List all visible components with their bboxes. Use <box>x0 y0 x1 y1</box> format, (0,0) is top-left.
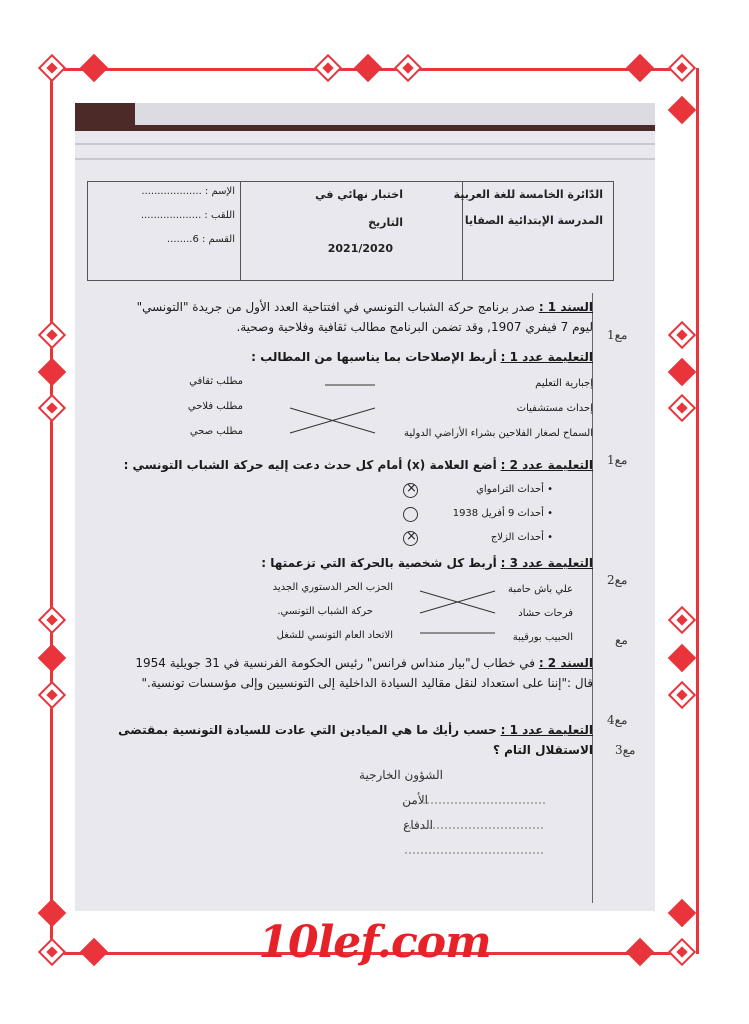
task3-right-item: حركة الشباب التونسي. <box>277 606 373 617</box>
task2-item: • أحداث 9 أفريل 1938 <box>452 508 553 519</box>
frame-diamond-icon <box>668 394 696 422</box>
task4-text: حسب رأيك ما هي الميادين التي عادت للسيادة التونسية بمقتضى <box>118 723 497 737</box>
frame-diamond-icon <box>38 54 66 82</box>
answer-3: الدفاع <box>403 818 433 832</box>
answer-2: الأمن <box>402 793 428 807</box>
exam-title: اختبار نهائي في <box>315 188 403 201</box>
answer-1: الشؤون الخارجية <box>359 768 443 782</box>
exam-paper <box>75 103 655 911</box>
frame-diamond-icon <box>38 358 66 386</box>
frame-diamond-icon <box>668 606 696 634</box>
task1-right-item: مطلب ثقافي <box>189 376 243 387</box>
task4-label: التعليمة عدد 1 : <box>500 723 593 737</box>
surname-field: اللقب : ................... <box>140 210 235 221</box>
frame-diamond-icon <box>38 321 66 349</box>
margin-note: مع1 <box>607 453 628 467</box>
class-field: القسم : 6........ <box>167 234 235 245</box>
task3-left-item: الحبيب بورقيبة <box>512 632 573 643</box>
task1-left-item: السماح لصغار الفلاحين بشراء الأراضي الدولية <box>404 428 593 439</box>
frame-diamond-icon <box>38 644 66 672</box>
doc1-label: السند 1 : <box>538 300 593 314</box>
school-district: الدّائرة الخامسة للغة العربية <box>453 188 603 201</box>
frame-diamond-icon <box>80 54 108 82</box>
frame-right-line <box>696 68 699 954</box>
frame-diamond-icon <box>38 606 66 634</box>
task3-right-item: الحزب الحر الدستوري الجديد <box>272 582 393 593</box>
frame-diamond-icon <box>668 358 696 386</box>
doc2-text1: في خطاب ل"بيار منداس فرانس" رئيس الحكومة الفرنسية في 31 جويلية 1954 <box>135 656 535 670</box>
frame-diamond-icon <box>354 54 382 82</box>
task1-text: أربط الإصلاحات بما يناسبها من المطالب : <box>251 350 497 364</box>
task3-left-item: فرحات حشاد <box>518 608 573 619</box>
frame-diamond-icon <box>668 54 696 82</box>
task1-left-item: إجبارية التعليم <box>535 378 593 389</box>
task1-left-item: إحداث مستشفيات <box>516 403 593 414</box>
task2-label: التعليمة عدد 2 : <box>500 458 593 472</box>
task3-right-item: الاتحاد العام التونسي للشغل <box>276 630 393 641</box>
doc2-line2: قال :"إننا على استعداد لنقل مقاليد السيادة الداخلية إلى التونسيين وإلى مؤسسات تونسية." <box>141 676 593 690</box>
frame-diamond-icon <box>668 96 696 124</box>
frame-diamond-icon <box>314 54 342 82</box>
doc2-label: السند 2 : <box>538 656 593 670</box>
frame-diamond-icon <box>394 54 422 82</box>
frame-diamond-icon <box>38 681 66 709</box>
task4-text2: الاستقلال التام ؟ <box>492 743 593 757</box>
task2-item: • أحداث الترامواي <box>476 484 553 495</box>
task3-text: أربط كل شخصية بالحركة التي تزعمتها : <box>261 556 497 570</box>
margin-note: مع <box>615 633 628 647</box>
school-name: المدرسة الإبتدائية الصفايا <box>464 214 603 227</box>
frame-diamond-icon <box>668 321 696 349</box>
task2-text: أضع العلامة (x) أمام كل حدث دعت إليه حركة الشباب التونسي : <box>123 458 497 472</box>
frame-diamond-icon <box>668 681 696 709</box>
margin-note: مع3 <box>615 743 636 757</box>
margin-note: مع1 <box>607 328 628 342</box>
exam-subject: التاريخ <box>368 216 403 229</box>
frame-left-line <box>50 68 53 954</box>
task3-label: التعليمة عدد 3 : <box>500 556 593 570</box>
task2-item: • أحداث الزلاج <box>490 532 553 543</box>
task3-left-item: علي باش حامبة <box>508 584 573 595</box>
doc1-text1: صدر برنامج حركة الشباب التونسي في افتتاحية العدد الأول من جريدة "التونسي" <box>136 300 535 314</box>
school-year: 2021/2020 <box>327 242 393 255</box>
task1-right-item: مطلب صحي <box>189 426 243 437</box>
doc1-line2: ليوم 7 فيفري 1907, وقد تضمن البرنامج مطالب ثقافية وفلاحية وصحية. <box>236 320 593 334</box>
frame-diamond-icon <box>668 644 696 672</box>
margin-note: مع4 <box>607 713 628 727</box>
site-watermark: 10lef.com <box>258 917 491 968</box>
frame-diamond-icon <box>626 54 654 82</box>
frame-diamond-icon <box>38 394 66 422</box>
task1-label: التعليمة عدد 1 : <box>500 350 593 364</box>
margin-note: مع2 <box>607 573 628 587</box>
matching-lines <box>75 103 655 911</box>
name-field: الإسم : ................... <box>141 186 235 197</box>
task1-right-item: مطلب فلاحي <box>187 401 243 412</box>
